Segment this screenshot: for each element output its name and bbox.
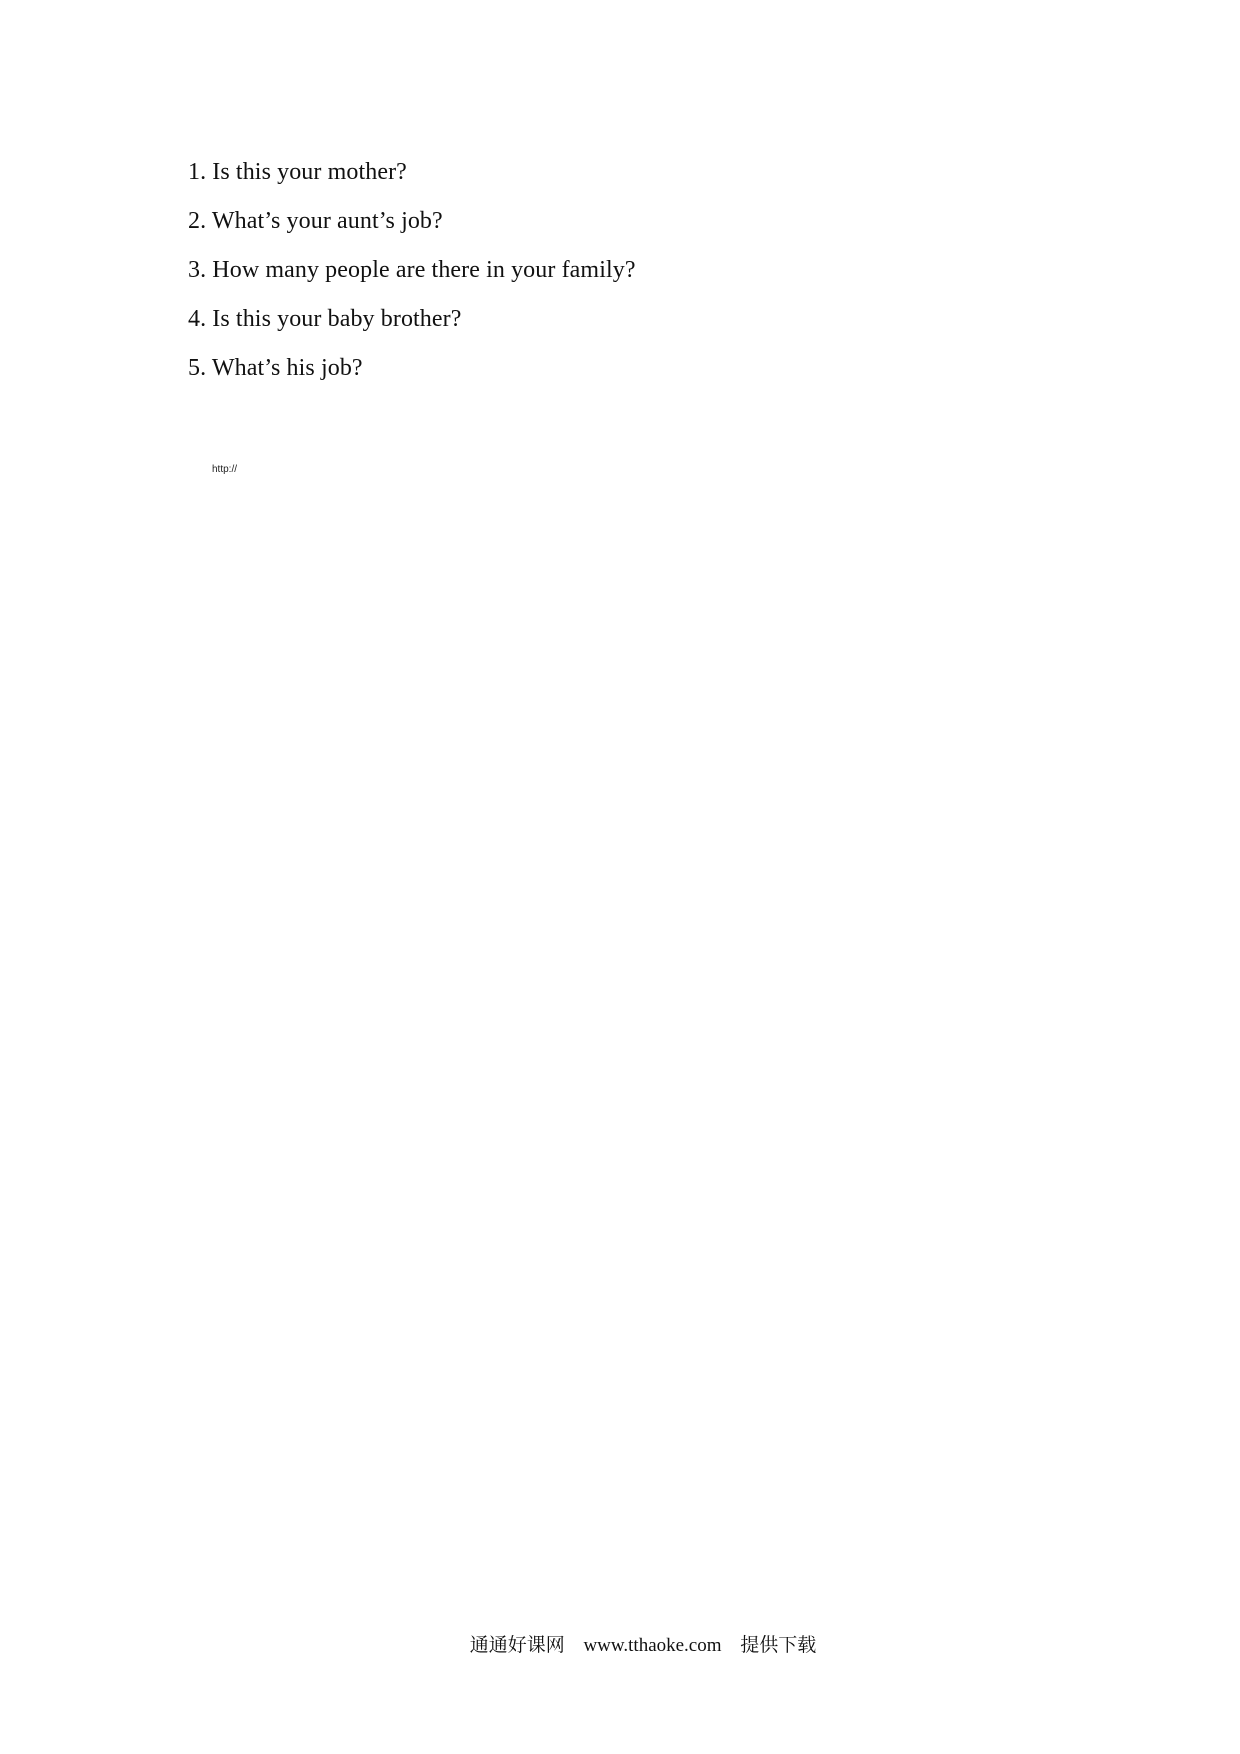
footer-site-url: www.tthaoke.com [583,1635,722,1656]
question-item: 5. What’s his job? [188,355,363,381]
question-item: 1. Is this your mother? [188,159,407,185]
question-item: 3. How many people are there in your family? [188,257,636,283]
footer-site-name: 通通好课网 [469,1635,565,1656]
question-item: 2. What’s your aunt’s job? [188,208,443,234]
url-note: http:// [212,464,238,475]
question-item: 4. Is this your baby brother? [188,306,462,332]
question-list [188,158,636,403]
page-footer [0,1634,1240,1658]
footer-suffix: 提供下载 [740,1635,817,1656]
